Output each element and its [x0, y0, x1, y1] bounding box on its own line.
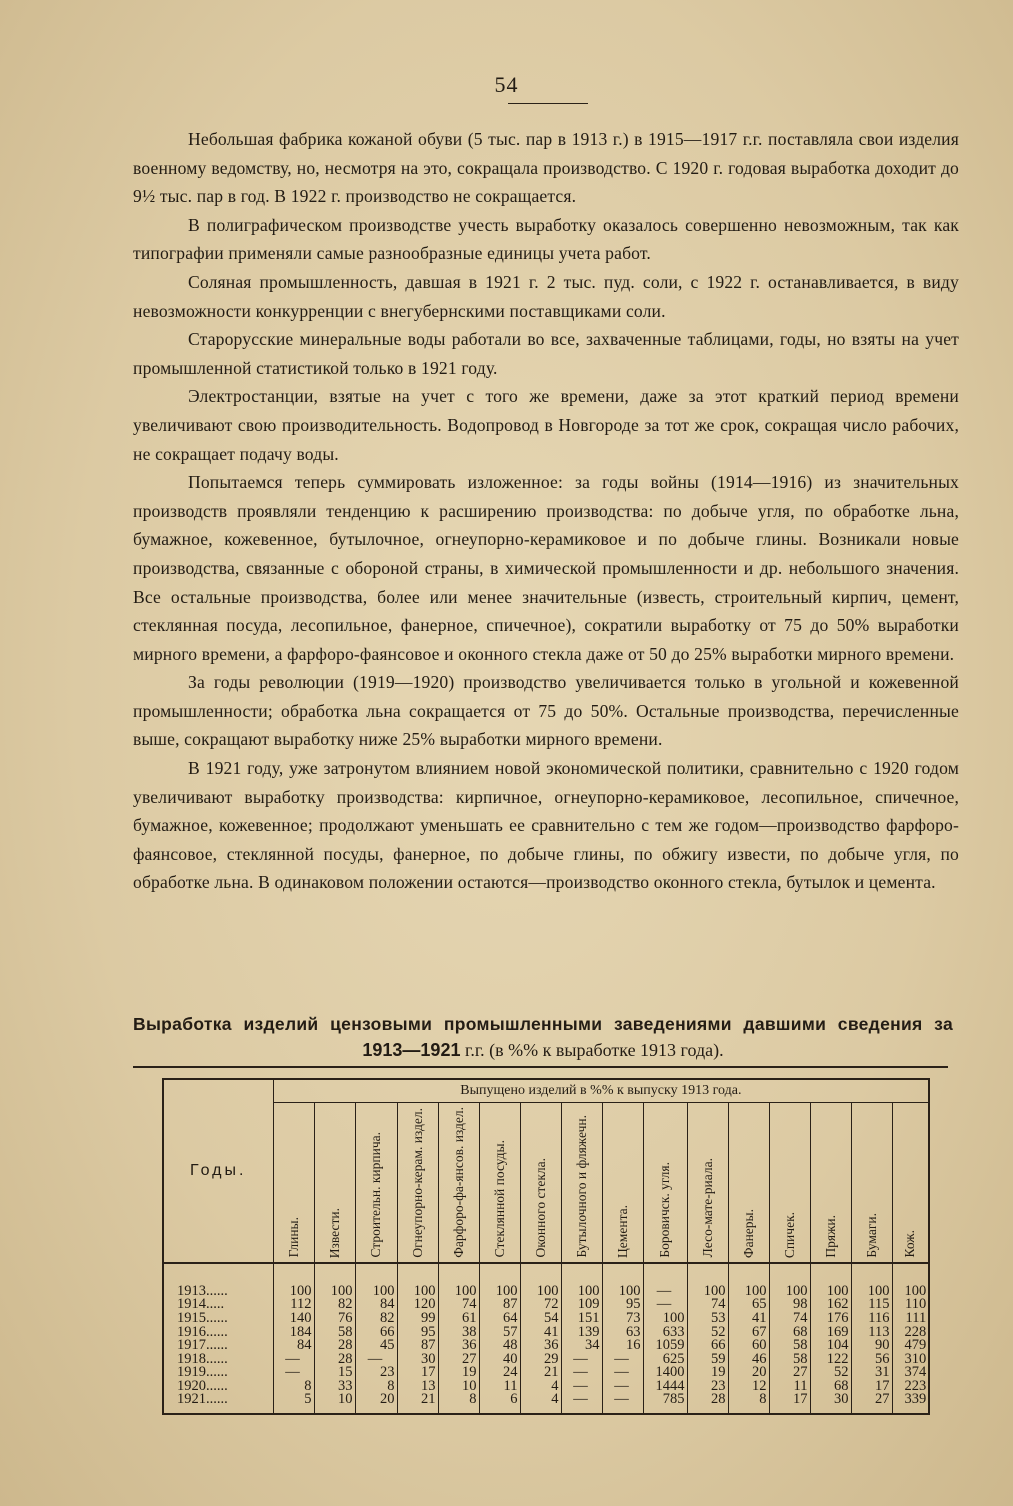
value-cell: — — [602, 1366, 643, 1380]
value-cell: 109 — [561, 1298, 602, 1312]
value-cell: 176 — [810, 1312, 851, 1326]
value-cell: 112 — [273, 1298, 314, 1312]
value-cell: 28 — [314, 1353, 355, 1367]
value-cell: 11 — [769, 1380, 810, 1394]
column-header — [769, 1103, 810, 1263]
column-header — [687, 1103, 728, 1263]
value-cell: 8 — [728, 1393, 769, 1414]
column-header-label: Фарфоро-фа-янсов. издел. — [450, 1107, 466, 1258]
page-number: 54 — [494, 72, 519, 97]
column-header-label: Бутылочного и фляжечн. — [573, 1115, 589, 1258]
value-cell: 58 — [314, 1326, 355, 1340]
value-cell: 33 — [314, 1380, 355, 1394]
value-cell: 16 — [602, 1339, 643, 1353]
value-cell: 11 — [479, 1380, 520, 1394]
column-header — [892, 1103, 929, 1263]
value-cell: 8 — [355, 1380, 397, 1394]
column-header — [520, 1103, 561, 1263]
value-cell: 6 — [479, 1393, 520, 1414]
column-header-label: Извести. — [326, 1207, 342, 1258]
column-header-label: Строительн. кирпича. — [368, 1132, 383, 1258]
value-cell: 73 — [602, 1312, 643, 1326]
value-cell: 76 — [314, 1312, 355, 1326]
value-cell: 223 — [892, 1380, 929, 1394]
value-cell: 111 — [892, 1312, 929, 1326]
value-cell: 95 — [397, 1326, 438, 1340]
value-cell: — — [602, 1393, 643, 1414]
column-header — [602, 1103, 643, 1263]
column-header-label: Фанеры. — [740, 1208, 756, 1258]
value-cell: 84 — [355, 1298, 397, 1312]
value-cell: 19 — [687, 1366, 728, 1380]
year-cell: 1917...... — [163, 1339, 273, 1353]
paragraph: Небольшая фабрика кожаной обуви (5 тыс. пар в 1913 г.) в 1915—1917 г.г. поставляла свои изделия военному ведомству, но, несмотря на это, сокращала производство. С 1920 г. годовая выработка доходит до 9½ тыс. пар в год. В 1922 г. производство не сокращается. — [133, 129, 959, 207]
table-row — [163, 1393, 929, 1414]
value-cell: 23 — [687, 1380, 728, 1394]
value-cell: 68 — [810, 1380, 851, 1394]
value-cell: 34 — [561, 1339, 602, 1353]
value-cell: 67 — [728, 1326, 769, 1340]
value-cell: 27 — [851, 1393, 892, 1414]
value-cell: 99 — [397, 1312, 438, 1326]
value-cell: 100 — [397, 1263, 438, 1299]
value-cell: 87 — [397, 1339, 438, 1353]
table-row — [163, 1380, 929, 1394]
value-cell: — — [561, 1353, 602, 1367]
value-cell: 374 — [892, 1366, 929, 1380]
value-cell: 115 — [851, 1298, 892, 1312]
value-cell: 95 — [602, 1298, 643, 1312]
value-cell: 17 — [397, 1366, 438, 1380]
value-cell: 84 — [273, 1339, 314, 1353]
value-cell: 58 — [769, 1353, 810, 1367]
table-body — [163, 1263, 929, 1414]
value-cell: 110 — [892, 1298, 929, 1312]
value-cell: 1059 — [643, 1339, 687, 1353]
value-cell: 31 — [851, 1366, 892, 1380]
column-header-label: Спичек. — [781, 1211, 797, 1258]
value-cell: — — [273, 1353, 314, 1367]
value-cell: 74 — [438, 1298, 479, 1312]
column-header-label: Пряжи. — [822, 1215, 838, 1258]
value-cell: 45 — [355, 1339, 397, 1353]
value-cell: 4 — [520, 1380, 561, 1394]
table-title-rest: г.г. (в %% к выработке 1913 года). — [460, 1040, 724, 1060]
statistics-table — [162, 1078, 930, 1415]
value-cell: 65 — [728, 1298, 769, 1312]
paragraph: За годы революции (1919—1920) производство увеличивается только в угольной и кожевенной промышленности; обработка льна сокращается от 75 до 50%. Остальные производства, перечисленные выше, сокращают выработку ниже 25% выработки мирного времени. — [133, 672, 959, 750]
value-cell: 228 — [892, 1326, 929, 1340]
value-cell: 82 — [314, 1298, 355, 1312]
column-header — [479, 1103, 520, 1263]
value-cell: 17 — [851, 1380, 892, 1394]
value-cell: 100 — [769, 1263, 810, 1299]
value-cell: 184 — [273, 1326, 314, 1340]
value-cell: 13 — [397, 1380, 438, 1394]
column-header — [851, 1103, 892, 1263]
value-cell: 30 — [397, 1353, 438, 1367]
value-cell: 21 — [520, 1366, 561, 1380]
value-cell: 56 — [851, 1353, 892, 1367]
column-header-row — [163, 1103, 929, 1263]
body-text — [133, 125, 959, 897]
value-cell: 100 — [810, 1263, 851, 1299]
value-cell: 169 — [810, 1326, 851, 1340]
column-header-label: Бумаги. — [863, 1213, 879, 1258]
value-cell: 116 — [851, 1312, 892, 1326]
value-cell: — — [355, 1353, 397, 1367]
value-cell: 27 — [438, 1353, 479, 1367]
value-cell: 120 — [397, 1298, 438, 1312]
value-cell: 90 — [851, 1339, 892, 1353]
table-title-line2 — [133, 1040, 953, 1061]
value-cell: 1400 — [643, 1366, 687, 1380]
value-cell: 28 — [314, 1339, 355, 1353]
page-number-rule — [508, 103, 588, 104]
column-header-label: Цемента. — [614, 1204, 630, 1258]
column-header — [314, 1103, 355, 1263]
value-cell: 87 — [479, 1298, 520, 1312]
column-header-label: Лесо-мате-риала. — [699, 1158, 715, 1258]
value-cell: 162 — [810, 1298, 851, 1312]
value-cell: 41 — [728, 1312, 769, 1326]
value-cell: 785 — [643, 1393, 687, 1414]
value-cell: 19 — [438, 1366, 479, 1380]
statistics-table-wrapper — [162, 1078, 928, 1408]
value-cell: 122 — [810, 1353, 851, 1367]
value-cell: 74 — [769, 1312, 810, 1326]
year-cell: 1921...... — [163, 1393, 273, 1414]
value-cell: 63 — [602, 1326, 643, 1340]
value-cell: 100 — [479, 1263, 520, 1299]
value-cell: — — [561, 1366, 602, 1380]
year-cell: 1914..... — [163, 1298, 273, 1312]
value-cell: 100 — [687, 1263, 728, 1299]
value-cell: 479 — [892, 1339, 929, 1353]
value-cell: 100 — [643, 1312, 687, 1326]
value-cell: 64 — [479, 1312, 520, 1326]
paragraph: Попытаемся теперь суммировать изложенное: за годы войны (1914—1916) из значительных производств проявляли тенденцию к расширению производства: по добыче угля, по обработке льна, бумажное, кожевенное, бутылочное, огнеупорно-керамиковое и по добыче глины. Возникали новые производства, связанные с обороной страны, в химической промышленности и др. небольшого значения. Все остальные производства, более или менее значительные (известь, строительный кирпич, цемент, стеклянная посуда, лесопильное, фанерное, спичечное), сократили выработку от 75 до 50% выработки мирного времени, а фарфоро-фаянсовое и оконного стекла даже от 50 до 25% выработки мирного времени. — [133, 472, 959, 664]
year-cell: 1919...... — [163, 1366, 273, 1380]
value-cell: 100 — [314, 1263, 355, 1299]
value-cell: 36 — [520, 1339, 561, 1353]
value-cell: 5 — [273, 1393, 314, 1414]
paragraph: Старорусские минеральные воды работали во все, захваченные таблицами, годы, но взяты на учет промышленной статистикой только в 1921 году. — [133, 329, 959, 378]
value-cell: 61 — [438, 1312, 479, 1326]
year-cell: 1916...... — [163, 1326, 273, 1340]
value-cell: 100 — [438, 1263, 479, 1299]
table-title-rule — [133, 1066, 948, 1068]
value-cell: — — [561, 1380, 602, 1394]
year-cell: 1915...... — [163, 1312, 273, 1326]
value-cell: 29 — [520, 1353, 561, 1367]
value-cell: — — [643, 1263, 687, 1299]
table-row — [163, 1263, 929, 1299]
value-cell: — — [273, 1366, 314, 1380]
year-cell: 1918...... — [163, 1353, 273, 1367]
value-cell: 59 — [687, 1353, 728, 1367]
value-cell: 633 — [643, 1326, 687, 1340]
group-header: Выпущено изделий в %% к выпуску 1913 года. — [273, 1079, 929, 1103]
value-cell: 57 — [479, 1326, 520, 1340]
value-cell: 27 — [769, 1366, 810, 1380]
value-cell: 82 — [355, 1312, 397, 1326]
value-cell: 104 — [810, 1339, 851, 1353]
value-cell: 58 — [769, 1339, 810, 1353]
value-cell: 310 — [892, 1353, 929, 1367]
value-cell: 100 — [355, 1263, 397, 1299]
value-cell: 140 — [273, 1312, 314, 1326]
column-header — [810, 1103, 851, 1263]
value-cell: 339 — [892, 1393, 929, 1414]
value-cell: — — [643, 1298, 687, 1312]
value-cell: 8 — [438, 1393, 479, 1414]
value-cell: 36 — [438, 1339, 479, 1353]
value-cell: 100 — [728, 1263, 769, 1299]
paragraph: Соляная промышленность, давшая в 1921 г. 2 тыс. пуд. соли, с 1922 г. останавливается, в виду невозможности конкурренции с внегубернскими поставщиками соли. — [133, 271, 959, 321]
column-header-label: Оконного стекла. — [532, 1158, 548, 1258]
value-cell: 54 — [520, 1312, 561, 1326]
value-cell: 100 — [273, 1263, 314, 1299]
value-cell: 17 — [769, 1393, 810, 1414]
value-cell: 100 — [520, 1263, 561, 1299]
value-cell: — — [602, 1380, 643, 1394]
column-header — [561, 1103, 602, 1263]
value-cell: 15 — [314, 1366, 355, 1380]
column-header-label: Стеклянной посуды. — [491, 1140, 507, 1258]
column-header — [728, 1103, 769, 1263]
value-cell: 100 — [602, 1263, 643, 1299]
value-cell: 625 — [643, 1353, 687, 1367]
column-header — [438, 1103, 479, 1263]
column-header — [273, 1103, 314, 1263]
value-cell: 38 — [438, 1326, 479, 1340]
value-cell: 28 — [687, 1393, 728, 1414]
value-cell: 23 — [355, 1366, 397, 1380]
value-cell: — — [561, 1393, 602, 1414]
paragraph: В полиграфическом производстве учесть выработку оказалось совершенно невозможным, так как типографии применяли самые разнообразные единицы учета работ. — [133, 214, 959, 264]
value-cell: 4 — [520, 1393, 561, 1414]
value-cell: 139 — [561, 1326, 602, 1340]
column-header-label: Кож. — [902, 1230, 918, 1258]
value-cell: 10 — [314, 1393, 355, 1414]
value-cell: 72 — [520, 1298, 561, 1312]
value-cell: 74 — [687, 1298, 728, 1312]
value-cell: 8 — [273, 1380, 314, 1394]
value-cell: 24 — [479, 1366, 520, 1380]
column-header-label: Боровичск. угля. — [657, 1162, 672, 1258]
value-cell: 100 — [851, 1263, 892, 1299]
paragraph: Электростанции, взятые на учет с того же времени, даже за этот краткий период времени увеличивают свою производительность. Водопровод в Новгороде за тот же срок, сокращая число рабочих, не сокращает подачу воды. — [133, 386, 959, 464]
year-cell: 1920...... — [163, 1380, 273, 1394]
years-header: Годы. — [163, 1079, 273, 1263]
value-cell: 10 — [438, 1380, 479, 1394]
value-cell: 100 — [561, 1263, 602, 1299]
paragraph: В 1921 году, уже затронутом влиянием новой экономической политики, сравнительно с 1920 годом увеличивают выработку производства: кирпичное, огнеупорно-керамиковое, лесопильное, спичечное, бумажное, кожевенное; продолжают уменьшать ее сравнительно с тем же годом—производство фарфоро-фаянсовое, стеклянной посуды, фанерное, по добыче глины, по обжигу извести, по добыче угля, по обработке льна. В одинаковом положении остаются—производство оконного стекла, бутылок и цемента. — [133, 758, 959, 893]
value-cell: 48 — [479, 1339, 520, 1353]
table-title-years: 1913—1921 — [362, 1040, 461, 1060]
value-cell: 21 — [397, 1393, 438, 1414]
year-cell: 1913...... — [163, 1263, 273, 1299]
value-cell: 68 — [769, 1326, 810, 1340]
value-cell: 66 — [355, 1326, 397, 1340]
value-cell: 100 — [892, 1263, 929, 1299]
table-row — [163, 1366, 929, 1380]
value-cell: 12 — [728, 1380, 769, 1394]
value-cell: 40 — [479, 1353, 520, 1367]
value-cell: 52 — [810, 1366, 851, 1380]
value-cell: 1444 — [643, 1380, 687, 1394]
value-cell: 20 — [355, 1393, 397, 1414]
column-header-label: Глины. — [285, 1217, 301, 1258]
value-cell: 66 — [687, 1339, 728, 1353]
value-cell: 98 — [769, 1298, 810, 1312]
value-cell: 151 — [561, 1312, 602, 1326]
value-cell: 41 — [520, 1326, 561, 1340]
value-cell: 53 — [687, 1312, 728, 1326]
value-cell: 60 — [728, 1339, 769, 1353]
value-cell: 113 — [851, 1326, 892, 1340]
column-header — [643, 1103, 687, 1263]
column-header — [355, 1103, 397, 1263]
value-cell: 52 — [687, 1326, 728, 1340]
column-header-label: Огнеупорно-керам. издел. — [409, 1108, 425, 1258]
column-header — [397, 1103, 438, 1263]
value-cell: 46 — [728, 1353, 769, 1367]
table-title: Выработка изделий цензовыми промышленными заведениями давшими сведения за — [133, 1014, 953, 1034]
value-cell: 20 — [728, 1366, 769, 1380]
value-cell: — — [602, 1353, 643, 1367]
value-cell: 30 — [810, 1393, 851, 1414]
